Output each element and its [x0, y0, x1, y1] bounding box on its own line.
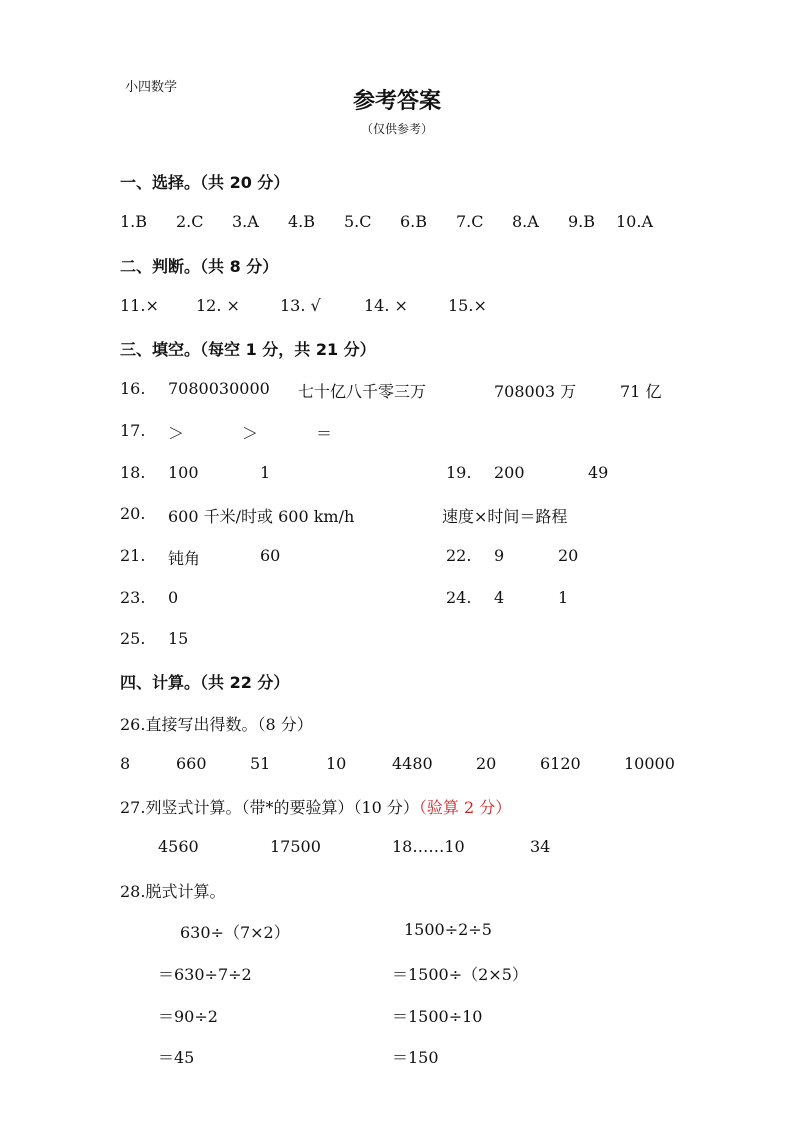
calc-step: ＝150 — [392, 1048, 439, 1067]
question-number: 17. — [120, 421, 146, 440]
fill-answer: 60 — [260, 546, 281, 565]
calc-step: ＝1500÷10 — [392, 1007, 483, 1026]
page-subtitle: （仅供参考） — [360, 122, 433, 136]
calc-answer: 17500 — [270, 837, 321, 856]
question-title: 27.列竖式计算。（带*的要验算）（10 分） — [120, 798, 419, 817]
calc-answer: 6120 — [540, 754, 581, 773]
fill-answer: ＞ — [168, 424, 185, 443]
question-title: 28.脱式计算。 — [120, 882, 226, 901]
subject-label: 小四数学 — [125, 80, 178, 95]
calc-answer: 20 — [476, 754, 497, 773]
fill-answer: 0 — [168, 588, 179, 607]
judge-answer: 14. × — [364, 296, 408, 315]
choice-answer: 5.C — [344, 212, 372, 231]
fill-answer: 708003 万 — [494, 382, 577, 401]
fill-answer: 4 — [494, 588, 505, 607]
fill-answer: 速度×时间＝路程 — [442, 507, 568, 526]
choice-answer: 3.A — [232, 212, 259, 231]
question-number: 24. — [446, 588, 472, 607]
choice-answer: 6.B — [400, 212, 428, 231]
question-number: 22. — [446, 546, 472, 565]
choice-answer: 4.B — [288, 212, 316, 231]
section-heading-calc: 四、计算。（共 22 分） — [120, 673, 290, 692]
calc-answer: 10 — [326, 754, 347, 773]
fill-answer: 七十亿八千零三万 — [298, 382, 427, 401]
calc-answer: 51 — [250, 754, 271, 773]
section-heading-judge: 二、判断。（共 8 分） — [120, 257, 279, 276]
judge-answer: 11.× — [120, 296, 159, 315]
fill-answer: 600 千米/时或 600 km/h — [168, 507, 355, 526]
page-title: 参考答案 — [352, 89, 441, 114]
fill-answer: 1 — [260, 463, 271, 482]
fill-answer: 7080030000 — [168, 379, 270, 398]
calc-step: 630÷（7×2） — [180, 923, 290, 942]
calc-answer: 8 — [120, 754, 131, 773]
calc-step: ＝45 — [158, 1048, 195, 1067]
calc-step: 1500÷2÷5 — [404, 920, 492, 939]
choice-answer: 9.B — [568, 212, 596, 231]
question-number: 23. — [120, 588, 146, 607]
choice-answer: 8.A — [512, 212, 539, 231]
judge-answer: 15.× — [448, 296, 487, 315]
question-title-line — [120, 795, 511, 818]
calc-step: ＝1500÷（2×5） — [392, 965, 528, 984]
calc-answer: 660 — [176, 754, 207, 773]
question-number: 18. — [120, 463, 146, 482]
choice-answer: 10.A — [616, 212, 653, 231]
judge-answer: 12. × — [196, 296, 240, 315]
choice-answer: 2.C — [176, 212, 204, 231]
fill-answer: 9 — [494, 546, 505, 565]
fill-answer: 200 — [494, 463, 525, 482]
calc-step: ＝90÷2 — [158, 1007, 218, 1026]
choice-answer: 1.B — [120, 212, 148, 231]
section-heading-choice: 一、选择。（共 20 分） — [120, 173, 290, 192]
calc-answer: 4480 — [392, 754, 433, 773]
grading-note: （验算 2 分） — [418, 798, 512, 817]
question-number: 21. — [120, 546, 146, 565]
question-number: 19. — [446, 463, 472, 482]
fill-answer: ＝ — [316, 424, 333, 443]
fill-answer: 100 — [168, 463, 199, 482]
fill-answer: 49 — [588, 463, 609, 482]
calc-answer: 18……10 — [392, 837, 465, 856]
fill-answer: 20 — [558, 546, 579, 565]
question-number: 20. — [120, 504, 146, 523]
choice-answer: 7.C — [456, 212, 484, 231]
calc-answer: 4560 — [158, 837, 199, 856]
question-title: 26.直接写出得数。（8 分） — [120, 715, 313, 734]
question-number: 16. — [120, 379, 146, 398]
question-number: 25. — [120, 629, 146, 648]
calc-step: ＝630÷7÷2 — [158, 965, 252, 984]
fill-answer: 15 — [168, 629, 189, 648]
fill-answer: ＞ — [242, 424, 259, 443]
calc-answer: 34 — [530, 837, 551, 856]
section-heading-fill: 三、填空。（每空 1 分，共 21 分） — [120, 340, 376, 359]
judge-answer: 13. √ — [280, 296, 321, 315]
fill-answer: 71 亿 — [620, 382, 662, 401]
fill-answer: 钝角 — [168, 549, 201, 568]
fill-answer: 1 — [558, 588, 569, 607]
calc-answer: 10000 — [624, 754, 675, 773]
